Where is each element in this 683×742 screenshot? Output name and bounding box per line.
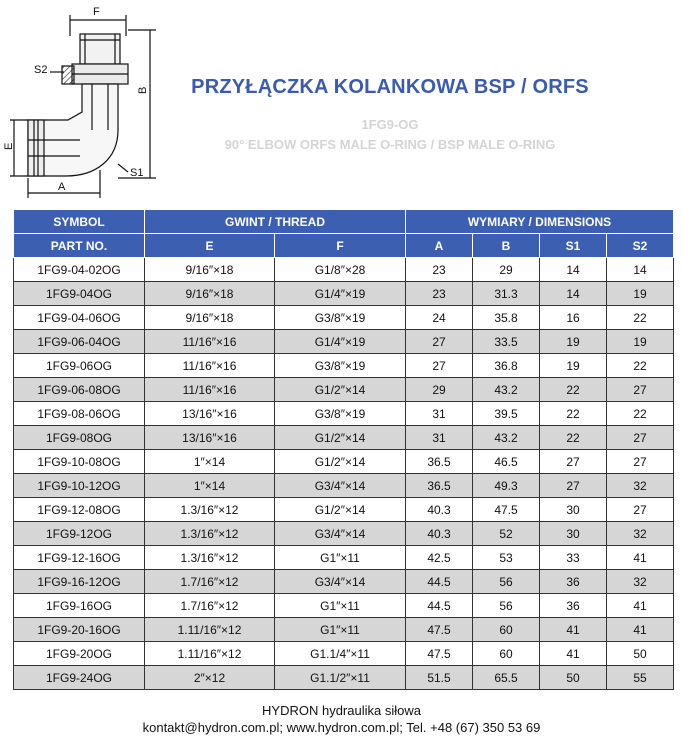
table-column-header-row [14,234,674,258]
product-subtitle: 90° ELBOW ORFS MALE O-RING / BSP MALE O-RING [224,137,556,152]
thread-f-cell: G1.1/4″×11 [275,642,406,666]
part-no-cell: 1FG9-16OG [14,594,145,618]
dim-s1-cell: 50 [540,666,607,690]
thread-e-cell: 1.7/16″×12 [145,570,275,594]
thread-f-cell: G1″×11 [275,546,406,570]
part-no-cell: 1FG9-10-12OG [14,474,145,498]
thread-f-cell: G1/8″×28 [275,258,406,282]
dim-s1-cell: 22 [540,426,607,450]
part-no-cell: 1FG9-16-12OG [14,570,145,594]
dim-a-cell: 40.3 [406,498,473,522]
thread-e-cell: 1″×14 [145,450,275,474]
dim-a-cell: 27 [406,354,473,378]
part-no-cell: 1FG9-20OG [14,642,145,666]
dim-b-cell: 31.3 [473,282,540,306]
table-row [14,306,674,330]
part-no-cell: 1FG9-06-08OG [14,378,145,402]
thread-f-cell: G3/8″×19 [275,354,406,378]
dim-s2-cell: 55 [607,666,674,690]
dim-s1-cell: 41 [540,642,607,666]
dim-a-cell: 23 [406,282,473,306]
dim-s2-cell: 27 [607,378,674,402]
header-a: A [406,234,473,258]
thread-e-cell: 1.3/16″×12 [145,546,275,570]
thread-e-cell: 2″×12 [145,666,275,690]
thread-f-cell: G1/4″×19 [275,282,406,306]
table-row [14,522,674,546]
thread-f-cell: G3/4″×14 [275,474,406,498]
dim-s2-cell: 27 [607,498,674,522]
dim-s1-cell: 22 [540,378,607,402]
dim-b-cell: 43.2 [473,426,540,450]
dim-s2-cell: 32 [607,522,674,546]
dim-a-cell: 44.5 [406,570,473,594]
table-row [14,426,674,450]
dim-a-cell: 42.5 [406,546,473,570]
dim-b-label: B [137,86,149,94]
thread-e-cell: 11/16″×16 [145,330,275,354]
header-s1: S1 [540,234,607,258]
dim-s2-cell: 27 [607,450,674,474]
footer-company: HYDRON hydraulika siłowa [262,703,421,718]
thread-e-cell: 1.3/16″×12 [145,522,275,546]
dim-s2-cell: 19 [607,330,674,354]
dim-a-cell: 27 [406,330,473,354]
part-no-cell: 1FG9-08OG [14,426,145,450]
thread-e-cell: 11/16″×16 [145,354,275,378]
dim-a-label: A [58,181,66,193]
dim-s2-cell: 22 [607,306,674,330]
dim-s1-cell: 41 [540,618,607,642]
header-dimensions: WYMIARY / DIMENSIONS [406,210,674,234]
table-row [14,594,674,618]
dim-a-cell: 24 [406,306,473,330]
table-row [14,666,674,690]
thread-f-cell: G1/2″×14 [275,498,406,522]
thread-e-cell: 9/16″×18 [145,258,275,282]
dim-b-cell: 29 [473,258,540,282]
part-no-cell: 1FG9-20-16OG [14,618,145,642]
dim-b-cell: 60 [473,642,540,666]
table-row [14,498,674,522]
part-no-cell: 1FG9-08-06OG [14,402,145,426]
spec-table-body [14,258,674,690]
part-no-cell: 1FG9-04-06OG [14,306,145,330]
dim-s2-cell: 22 [607,402,674,426]
thread-f-cell: G1/2″×14 [275,450,406,474]
dim-s2-label: S2 [34,64,48,76]
table-row [14,546,674,570]
dim-a-cell: 47.5 [406,642,473,666]
dim-b-cell: 47.5 [473,498,540,522]
product-code: 1FG9-OG [361,117,419,132]
part-no-cell: 1FG9-12-08OG [14,498,145,522]
dim-e-label: E [3,142,15,150]
thread-f-cell: G3/4″×14 [275,570,406,594]
thread-f-cell: G3/8″×19 [275,306,406,330]
dim-s2-cell: 32 [607,570,674,594]
dim-b-cell: 53 [473,546,540,570]
table-group-header-row [14,210,674,234]
dim-s2-cell: 19 [607,282,674,306]
dim-b-cell: 43.2 [473,378,540,402]
dim-b-cell: 52 [473,522,540,546]
table-row [14,258,674,282]
table-row [14,282,674,306]
dim-b-cell: 36.8 [473,354,540,378]
part-no-cell: 1FG9-06-04OG [14,330,145,354]
header-s2: S2 [607,234,674,258]
dim-s2-cell: 41 [607,618,674,642]
part-no-cell: 1FG9-04OG [14,282,145,306]
thread-e-cell: 9/16″×18 [145,282,275,306]
thread-e-cell: 13/16″×16 [145,402,275,426]
thread-e-cell: 1.11/16″×12 [145,618,275,642]
dim-s2-cell: 14 [607,258,674,282]
thread-f-cell: G1/2″×14 [275,426,406,450]
header-thread: GWINT / THREAD [145,210,406,234]
thread-f-cell: G1″×11 [275,618,406,642]
part-no-cell: 1FG9-12-16OG [14,546,145,570]
dim-b-cell: 49.3 [473,474,540,498]
dim-a-cell: 31 [406,402,473,426]
table-row [14,354,674,378]
table-row [14,474,674,498]
dim-a-cell: 44.5 [406,594,473,618]
thread-f-cell: G3/4″×14 [275,522,406,546]
dim-b-cell: 60 [473,618,540,642]
elbow-fitting-drawing [0,0,180,200]
dim-s2-cell: 27 [607,426,674,450]
dim-b-cell: 46.5 [473,450,540,474]
thread-e-cell: 1.3/16″×12 [145,498,275,522]
dim-a-cell: 36.5 [406,450,473,474]
dim-s1-cell: 16 [540,306,607,330]
table-row [14,378,674,402]
dim-b-cell: 56 [473,594,540,618]
table-row [14,570,674,594]
dim-s2-cell: 41 [607,594,674,618]
part-no-cell: 1FG9-10-08OG [14,450,145,474]
dim-f-label: F [93,6,100,18]
dim-b-cell: 39.5 [473,402,540,426]
dim-s1-cell: 30 [540,498,607,522]
dim-s1-label: S1 [130,167,144,179]
dim-a-cell: 31 [406,426,473,450]
dim-s1-cell: 19 [540,354,607,378]
dim-a-cell: 23 [406,258,473,282]
thread-f-cell: G3/8″×19 [275,402,406,426]
dim-s1-cell: 33 [540,546,607,570]
dim-b-cell: 33.5 [473,330,540,354]
dim-s2-cell: 22 [607,354,674,378]
dim-s1-cell: 14 [540,258,607,282]
header-symbol: SYMBOL [14,210,145,234]
part-no-cell: 1FG9-12OG [14,522,145,546]
table-row [14,642,674,666]
dim-s1-cell: 36 [540,594,607,618]
thread-e-cell: 13/16″×16 [145,426,275,450]
dim-s2-cell: 41 [607,546,674,570]
dim-s2-cell: 32 [607,474,674,498]
part-no-cell: 1FG9-04-02OG [14,258,145,282]
table-row [14,618,674,642]
dim-s1-cell: 27 [540,474,607,498]
dim-b-cell: 35.8 [473,306,540,330]
thread-e-cell: 1″×14 [145,474,275,498]
dim-b-cell: 56 [473,570,540,594]
thread-f-cell: G1/2″×14 [275,378,406,402]
dim-s1-cell: 36 [540,570,607,594]
thread-f-cell: G1/4″×19 [275,330,406,354]
dim-s1-cell: 22 [540,402,607,426]
dim-a-cell: 47.5 [406,618,473,642]
dim-s1-cell: 30 [540,522,607,546]
dim-a-cell: 40.3 [406,522,473,546]
header-part-no: PART NO. [14,234,145,258]
dim-a-cell: 51.5 [406,666,473,690]
thread-e-cell: 11/16″×16 [145,378,275,402]
part-no-cell: 1FG9-06OG [14,354,145,378]
header-b: B [473,234,540,258]
thread-f-cell: G1.1/2″×11 [275,666,406,690]
header-e: E [145,234,275,258]
thread-e-cell: 1.11/16″×12 [145,642,275,666]
dim-s1-cell: 14 [540,282,607,306]
page-title: PRZYŁĄCZKA KOLANKOWA BSP / ORFS [191,76,589,98]
dim-b-cell: 65.5 [473,666,540,690]
dim-s1-cell: 27 [540,450,607,474]
dim-s2-cell: 50 [607,642,674,666]
dim-s1-cell: 19 [540,330,607,354]
dim-a-cell: 29 [406,378,473,402]
dim-a-cell: 36.5 [406,474,473,498]
thread-e-cell: 9/16″×18 [145,306,275,330]
table-row [14,402,674,426]
table-row [14,330,674,354]
thread-e-cell: 1.7/16″×12 [145,594,275,618]
spec-table [13,209,674,690]
header-f: F [275,234,406,258]
part-no-cell: 1FG9-24OG [14,666,145,690]
footer-contact: kontakt@hydron.com.pl; www.hydron.com.pl; Tel. +48 (67) 350 53 69 [142,720,541,735]
thread-f-cell: G1″×11 [275,594,406,618]
table-row [14,450,674,474]
